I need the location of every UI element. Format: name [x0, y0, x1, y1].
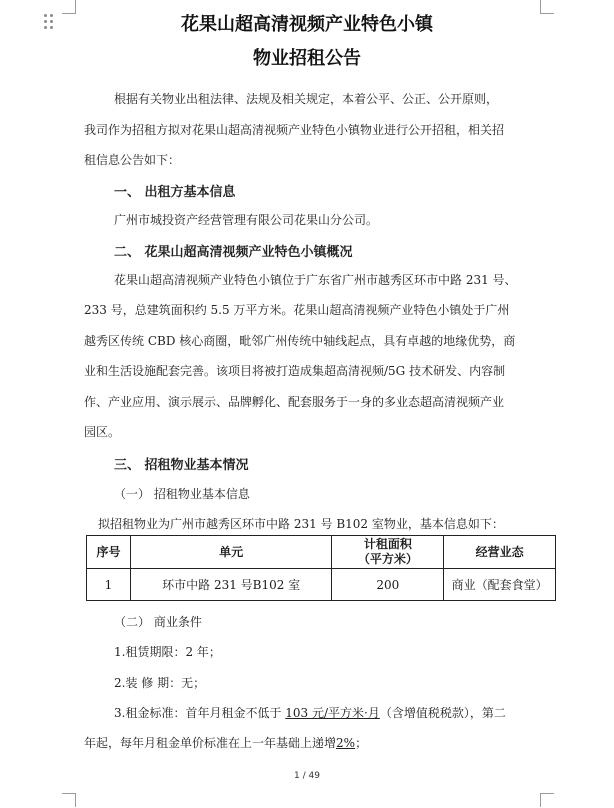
- crop-mark-bottom-left: [62, 793, 76, 807]
- rent-standard-line-1: [114, 704, 506, 721]
- rent-line2-suffix: ；: [355, 736, 368, 750]
- crop-mark-bottom-right: [540, 793, 554, 807]
- section-3-heading: 三、 招租物业基本情况: [114, 458, 249, 473]
- table-intro: 拟招租物业为广州市越秀区环市中路 231 号 B102 室物业，基本信息如下：: [98, 517, 504, 531]
- cell-index: 1: [87, 569, 131, 601]
- section-2-line-4: 业和生活设施配套完善。该项目将被打造成集超高清视频/5G 技术研发、内容制: [84, 364, 506, 378]
- header-unit: 单元: [130, 536, 332, 569]
- section-2-line-3: 越秀区传统 CBD 核心商圈，毗邻广州传统中轴线起点，具有卓越的地缘优势，商: [84, 334, 516, 348]
- header-area: [332, 536, 444, 569]
- section-2-line-1: 花果山超高清视频产业特色小镇位于广东省广州市越秀区环市中路 231 号、: [114, 273, 517, 287]
- document-title: 花果山超高清视频产业特色小镇: [181, 14, 433, 35]
- section-1-body: 广州市城投资产经营管理有限公司花果山分公司。: [114, 213, 379, 227]
- page-number: 1 / 49: [294, 771, 320, 781]
- rent-increase: 2%: [336, 736, 356, 750]
- cell-unit: 环市中路 231 号B102 室: [130, 569, 332, 601]
- header-business-type: 经营业态: [444, 536, 556, 569]
- section-1-heading: 一、 出租方基本信息: [114, 185, 236, 200]
- header-area-line-2: （平方米）: [357, 552, 418, 566]
- header-index: 序号: [87, 536, 131, 569]
- rent-line2-prefix: 年起，每年月租金单价标准在上一年基础上递增: [84, 736, 337, 750]
- header-area-line-1: 计租面积: [363, 537, 412, 551]
- table-header-row: [87, 536, 556, 569]
- lease-term: 1.租赁期限：2 年；: [114, 645, 221, 659]
- rent-suffix: （含增值税税款），第二: [379, 706, 506, 720]
- document-subtitle: 物业招租公告: [253, 48, 361, 69]
- intro-line-1: 根据有关物业出租法律、法规及相关规定，本着公平、公正、公开原则，: [114, 92, 499, 106]
- cell-area: 200: [332, 569, 444, 601]
- section-2-line-5: 作、产业应用、演示展示、品牌孵化、配套服务于一身的多业态超高清视频产业: [84, 395, 505, 409]
- decoration-period: 2.装 修 期：无；: [114, 676, 206, 690]
- cell-business-type: 商业（配套食堂）: [444, 569, 556, 601]
- intro-line-3: 租信息公告如下：: [84, 153, 181, 167]
- section-2-heading: 二、 花果山超高清视频产业特色小镇概况: [114, 245, 353, 260]
- section-3-sub-1: （一） 招租物业基本信息: [114, 487, 250, 501]
- table-row: [87, 569, 556, 601]
- property-table: [86, 535, 556, 601]
- rent-prefix: 3.租金标准：首年月租金不低于: [114, 706, 282, 720]
- section-2-line-2: 233 号，总建筑面积约 5.5 万平方米。花果山超高清视频产业特色小镇处于广州: [84, 303, 510, 317]
- section-2-line-6: 园区。: [84, 425, 121, 439]
- rent-standard-line-2: [84, 734, 367, 751]
- section-3-sub-2: （二） 商业条件: [114, 615, 202, 629]
- intro-line-2: 我司作为招租方拟对花果山超高清视频产业特色小镇物业进行公开招租，相关招: [84, 123, 505, 137]
- rent-value: 103 元/平方米·月: [285, 706, 380, 720]
